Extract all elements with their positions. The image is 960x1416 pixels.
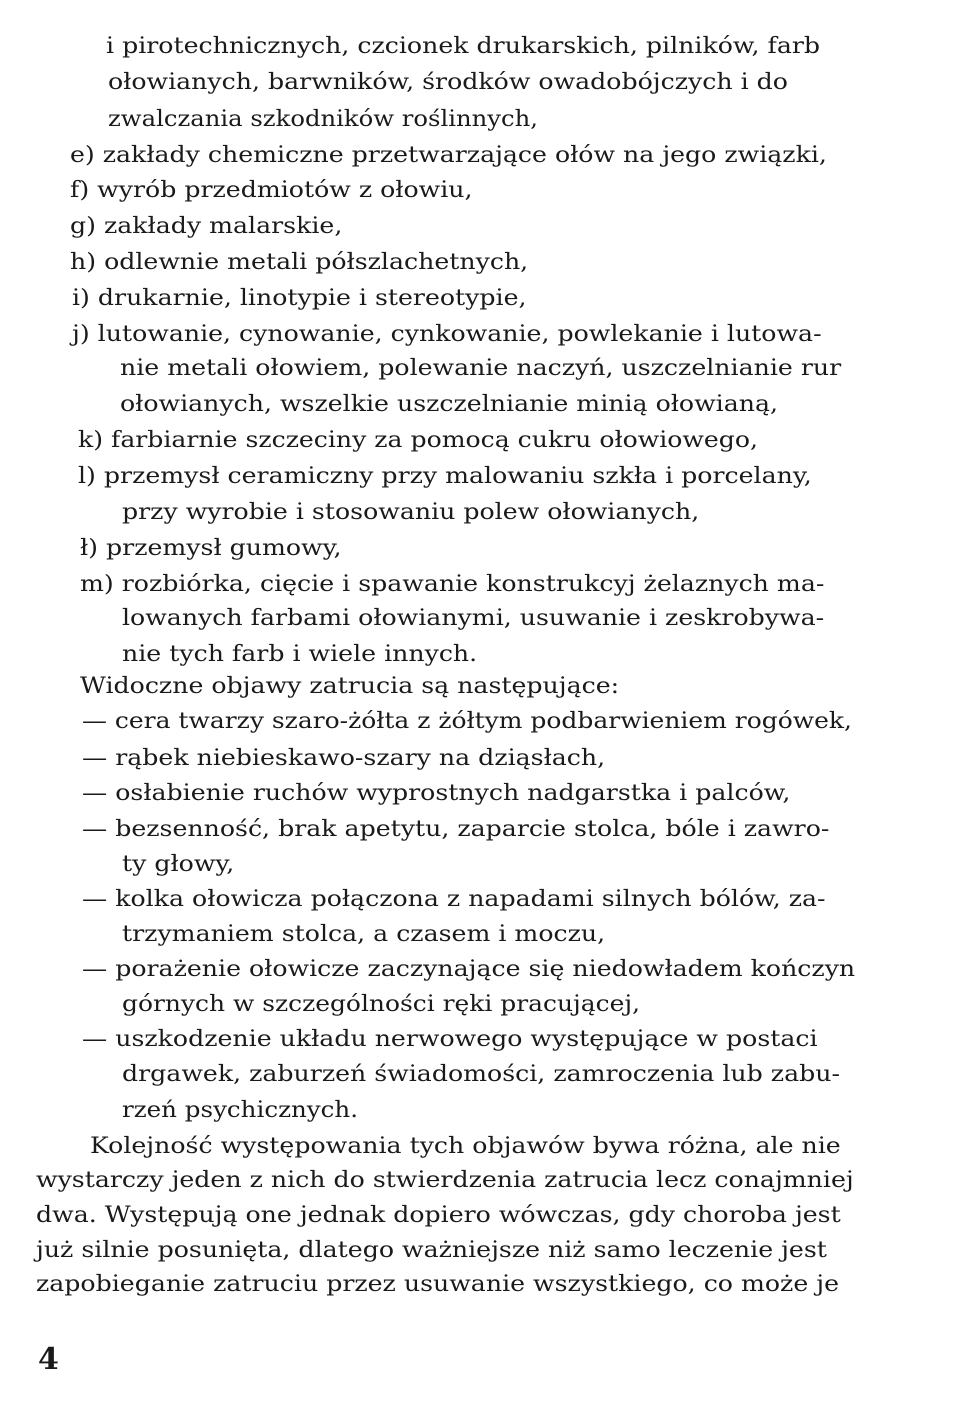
text-line: j) lutowanie, cynowanie, cynkowanie, powlekanie i lutowa- (72, 321, 822, 347)
text-line: nie metali ołowiem, polewanie naczyń, uszczelnianie rur (120, 355, 842, 381)
text-line: już silnie posunięta, dlatego ważniejsze niż samo leczenie jest (36, 1237, 827, 1263)
text-line: ty głowy, (122, 851, 235, 877)
text-line: wystarczy jeden z nich do stwierdzenia zatrucia lecz conajmniej (36, 1167, 854, 1193)
text-line: g) zakłady malarskie, (70, 213, 343, 239)
text-line: ołowianych, wszelkie uszczelnianie minią ołowianą, (120, 391, 778, 417)
text-line: — kolka ołowicza połączona z napadami silnych bólów, za- (82, 886, 826, 912)
text-line: i pirotechnicznych, czcionek drukarskich, pilników, farb (106, 33, 821, 59)
text-line: nie tych farb i wiele innych. (122, 641, 478, 667)
text-line: f) wyrób przedmiotów z ołowiu, (70, 177, 473, 203)
text-line: ł) przemysł gumowy, (80, 535, 342, 561)
text-line: rzeń psychicznych. (122, 1097, 358, 1123)
text-line: — bezsenność, brak apetytu, zaparcie stolca, bóle i zawro- (82, 816, 830, 842)
text-line: i) drukarnie, linotypie i stereotypie, (72, 285, 527, 311)
text-line: zwalczania szkodników roślinnych, (108, 106, 538, 132)
text-line: zapobieganie zatruciu przez usuwanie wszystkiego, co może je (36, 1271, 839, 1297)
text-line: Kolejność występowania tych objawów bywa różna, ale nie (90, 1133, 841, 1159)
page-number: 4 (38, 1342, 59, 1377)
text-line: dwa. Występują one jednak dopiero wówczas, gdy choroba jest (36, 1202, 841, 1228)
text-line: — uszkodzenie układu nerwowego występujące w postaci (82, 1026, 818, 1052)
text-line: trzymaniem stolca, a czasem i moczu, (122, 921, 606, 947)
text-line: przy wyrobie i stosowaniu polew ołowianych, (122, 499, 700, 525)
text-line: — cera twarzy szaro-żółta z żółtym podbarwieniem rogówek, (82, 708, 852, 734)
text-line: — rąbek niebieskawo-szary na dziąsłach, (82, 745, 606, 771)
text-line: l) przemysł ceramiczny przy malowaniu szkła i porcelany, (78, 463, 812, 489)
text-line: e) zakłady chemiczne przetwarzające ołów na jego związki, (70, 142, 827, 168)
text-line: h) odlewnie metali półszlachetnych, (70, 249, 529, 275)
text-line: m) rozbiórka, cięcie i spawanie konstrukcyj żelaznych ma- (80, 571, 825, 597)
text-line: k) farbiarnie szczeciny za pomocą cukru ołowiowego, (78, 427, 758, 453)
text-line: lowanych farbami ołowianymi, usuwanie i zeskrobywa- (122, 605, 825, 631)
text-line: — porażenie ołowicze zaczynające się niedowładem kończyn (82, 956, 856, 982)
text-line: ołowianych, barwników, środków owadobójczych i do (108, 69, 788, 95)
text-line: Widoczne objawy zatrucia są następujące: (80, 673, 620, 699)
text-line: górnych w szczególności ręki pracującej, (122, 991, 640, 1017)
text-line: drgawek, zaburzeń świadomości, zamroczenia lub zabu- (122, 1061, 840, 1087)
text-line: — osłabienie ruchów wyprostnych nadgarstka i palców, (82, 780, 791, 806)
